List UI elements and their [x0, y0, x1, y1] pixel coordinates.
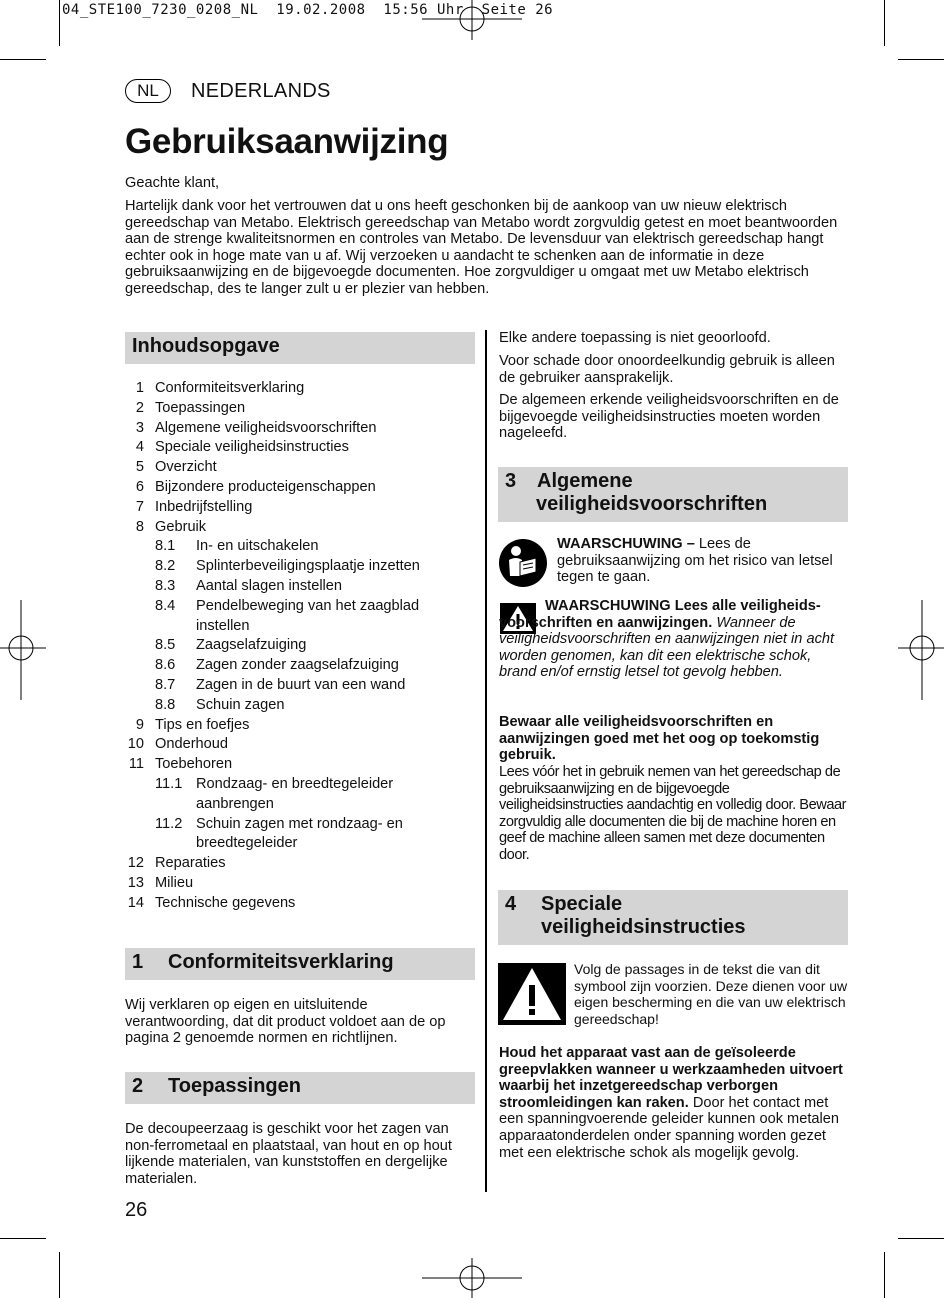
toc-item-number: 8.6: [155, 657, 176, 674]
toc-item: [125, 458, 475, 478]
toc-item-number: 11.2: [155, 815, 183, 832]
toc-item: [125, 597, 475, 637]
hold-device-instruction: [499, 1045, 847, 1161]
toc-item-title: Schuin zagen: [196, 696, 285, 713]
section-4-title-line2: veiligheidsinstructies: [541, 916, 746, 938]
keep-instructions-bold: Bewaar alle veiligheidsvoorschriften en aanwijzingen goed met het oog op toekomstig gebruik.: [499, 714, 820, 764]
registration-mark-bottom: [422, 1258, 522, 1298]
toc-item-number: 8.4: [155, 597, 176, 614]
registration-mark-left: [0, 600, 46, 700]
section-3-title-line1: Algemene: [537, 470, 633, 492]
right-paragraph-1: Elke andere toepassing is niet geoorloofd.: [499, 330, 771, 346]
section-4-number: 4: [505, 893, 517, 915]
toc-item-title: Algemene veiligheidsvoorschriften: [155, 419, 377, 436]
toc-item-number: 8.7: [155, 676, 176, 693]
toc-item-title: Toebehoren: [155, 756, 233, 773]
column-divider: [485, 330, 487, 1192]
section-1-number: 1: [132, 951, 144, 973]
section-2-number: 2: [132, 1075, 144, 1097]
toc-item-number: 6: [135, 478, 144, 495]
toc-item-title: Onderhoud: [155, 736, 229, 753]
toc-item-number: 8.2: [155, 558, 176, 575]
toc-item-number: 3: [135, 419, 144, 436]
toc-item-number: 12: [127, 855, 144, 872]
toc-item-title: Reparaties: [155, 855, 226, 872]
registration-mark-right: [898, 600, 944, 700]
toc-item-title: Aantal slagen instellen: [196, 577, 343, 594]
toc-item-number: 14: [127, 894, 144, 911]
toc-item-number: 7: [135, 498, 144, 515]
toc-item-title: Splinterbeveiligingsplaatje inzetten: [196, 558, 420, 575]
toc-item-title: Inbedrijfstelling: [155, 498, 253, 515]
section-4-heading: [498, 890, 848, 945]
warning-2-label: WAARSCHUWING Lees alle veiligheids-voorschriften en aanwijzingen.: [499, 598, 821, 631]
toc-item: [125, 438, 475, 458]
toc-item-number: 9: [135, 716, 144, 733]
toc-item-title: In- en uitschakelen: [196, 538, 319, 555]
section-3-number: 3: [505, 470, 517, 492]
toc-item-title: Rondzaag- en breedtegeleider aanbrengen: [196, 775, 394, 812]
toc-item-title: Zagen zonder zaagselafzuiging: [196, 657, 399, 674]
intro-greeting: Geachte klant,: [125, 175, 220, 191]
toc-item: [125, 874, 475, 894]
toc-item: [125, 399, 475, 419]
section-4-title-line1: Speciale: [541, 893, 623, 915]
intro-paragraph: Hartelijk dank voor het vertrouwen dat u ons heeft geschonken bij de aankoop van uw nieuw elektrisch gereedschap van Metabo. Elektrisch gereedschap van Metabo wordt zorgvuldig getest en moet beantwoorden aan de strenge kwaliteitsnormen en controles van Metabo. De levensduur van elektrisch gereedschap hangt echter ook in hoge mate van u af. Wij verzoeken u aandacht te schenken aan de informatie in deze gebruiksaanwijzing en de bijgevoegde documenten. Hoe zorgvuldiger u omgaat met uw Metabo elektrisch gereedschap, des te langer zult u er plezier van hebben.: [125, 198, 838, 297]
toc-item-title: Zaagselafzuiging: [196, 637, 307, 654]
toc-item-title: Bijzondere producteigenschappen: [155, 478, 376, 495]
hold-device-text: Door het contact met een spanningvoerende geleider kunnen ook metalen apparaatonderdelen onder spanning worden gezet met een elektrische schok als mogelijk gevolg.: [499, 1094, 839, 1161]
language-name: NEDERLANDS: [191, 79, 331, 102]
toc-item-number: 11.1: [155, 775, 183, 792]
section-1-title: Conformiteitsverklaring: [168, 951, 394, 973]
language-code-badge: NL: [125, 79, 171, 103]
toc-item-title: Gebruik: [155, 518, 207, 535]
toc-item: [125, 379, 475, 399]
page-number: 26: [125, 1199, 148, 1221]
section-2-title: Toepassingen: [168, 1075, 301, 1097]
read-manual-icon: [498, 538, 548, 588]
toc-item-number: 13: [127, 874, 144, 891]
toc-item: [125, 577, 475, 597]
warning-1: [557, 536, 847, 586]
toc-item-number: 5: [135, 459, 144, 476]
toc-item-title: Zagen in de buurt van een wand: [196, 676, 406, 693]
warning-1-label: WAARSCHUWING –: [557, 536, 695, 552]
toc-item: [125, 656, 475, 676]
toc-item-number: 8.8: [155, 696, 176, 713]
toc-item: [125, 636, 475, 656]
toc-item-title: Speciale veiligheidsinstructies: [155, 439, 349, 456]
toc-item: [125, 854, 475, 874]
toc-item-number: 1: [135, 380, 144, 396]
toc-item: [125, 557, 475, 577]
toc-item: [125, 518, 475, 538]
warning-2: [499, 598, 849, 681]
toc-item: [125, 676, 475, 696]
toc-item-title: Overzicht: [155, 459, 217, 476]
toc-item: [125, 419, 475, 439]
right-paragraph-2: Voor schade door onoordeelkundig gebruik is alleen de gebruiker aansprakelijk.: [499, 353, 835, 386]
toc-item-number: 4: [135, 439, 144, 456]
toc-item: [125, 775, 475, 815]
registration-mark-top: [422, 0, 522, 40]
section-1-text: Wij verklaren op eigen en uitsluitende verantwoording, dat dit product voldoet aan de op pagina 2 genoemde normen en richtlijnen.: [125, 997, 446, 1047]
toc-heading: [125, 332, 475, 364]
toc-item: [125, 696, 475, 716]
toc-item-title: Technische gegevens: [155, 894, 296, 911]
toc-item-title: Toepassingen: [155, 399, 246, 416]
toc-item-number: 8.1: [155, 538, 176, 555]
language-label: [125, 79, 331, 103]
toc-item: [125, 716, 475, 736]
table-of-contents: [125, 379, 475, 914]
warning-2-text: Wanneer de veiligheidsvoorschriften en aanwijzingen niet in acht worden genomen, kan dit een elektrische schok, brand en/of ernstig letsel tot gevolg hebben.: [499, 614, 835, 681]
right-paragraph-3: De algemeen erkende veiligheidsvoorschriften en de bijgevoegde veiligheidsinstructies moeten worden nageleefd.: [499, 392, 839, 442]
toc-item: [125, 755, 475, 775]
warning-triangle-large-icon: [498, 963, 566, 1025]
toc-item-number: 8.5: [155, 637, 176, 654]
section-2-heading: [125, 1072, 475, 1104]
toc-item-number: 8.3: [155, 577, 176, 594]
toc-item-title: Tips en foefjes: [155, 716, 250, 733]
toc-item-title: Conformiteitsverklaring: [155, 380, 305, 396]
section-3-heading: [498, 467, 848, 522]
warning-1-text: Lees de gebruiksaanwijzing om het risico van letsel tegen te gaan.: [557, 536, 833, 586]
toc-item: [125, 735, 475, 755]
keep-instructions-text: Lees vóór het in gebruik nemen van het gereedschap de gebruiksaanwijzing en de bijgevoegde veiligheidsinstructies aandachtig en volledig door. Bewaar zorgvuldig alle documenten die bij de machine horen en geef de machine alleen samen met deze documenten door.: [499, 764, 847, 863]
toc-item-number: 10: [127, 736, 144, 753]
toc-item-number: 11: [128, 756, 144, 773]
section-1-heading: [125, 948, 475, 980]
print-header: 04_STE100_7230_0208_NL 19.02.2008 15:56 Uhr Seite 26: [62, 2, 554, 18]
toc-item: [125, 498, 475, 518]
toc-item-title: Milieu: [155, 874, 194, 891]
toc-item-number: 2: [135, 399, 144, 416]
toc-item-title: Schuin zagen met rondzaag- en breedtegeleider: [196, 815, 403, 852]
hold-device-bold: Houd het apparaat vast aan de geïsoleerde greepvlakken wanneer u werkzaamheden uitvoert waarbij het inzetgereedschap verborgen stroomleidingen kan raken.: [499, 1045, 843, 1111]
toc-item-title: Pendelbeweging van het zaagblad instellen: [196, 597, 420, 634]
symbol-note: Volg de passages in de tekst die van dit symbool zijn voorzien. Deze dienen voor uw eigen bescherming en die van uw elektrisch gereedschap!: [574, 961, 848, 1027]
toc-item: [125, 478, 475, 498]
toc-item: [125, 815, 475, 855]
toc-item: [125, 894, 475, 914]
toc-heading-text: Inhoudsopgave: [132, 335, 280, 357]
toc-item-number: 8: [135, 518, 144, 535]
section-3-title-line2: veiligheidsvoorschriften: [536, 493, 768, 515]
toc-item: [125, 537, 475, 557]
section-2-text: De decoupeerzaag is geschikt voor het zagen van non-ferrometaal en plaatstaal, van hout en op hout lijkende materialen, van kunststoffen en dergelijke materialen.: [125, 1121, 452, 1187]
page-title: Gebruiksaanwijzing: [125, 122, 449, 161]
